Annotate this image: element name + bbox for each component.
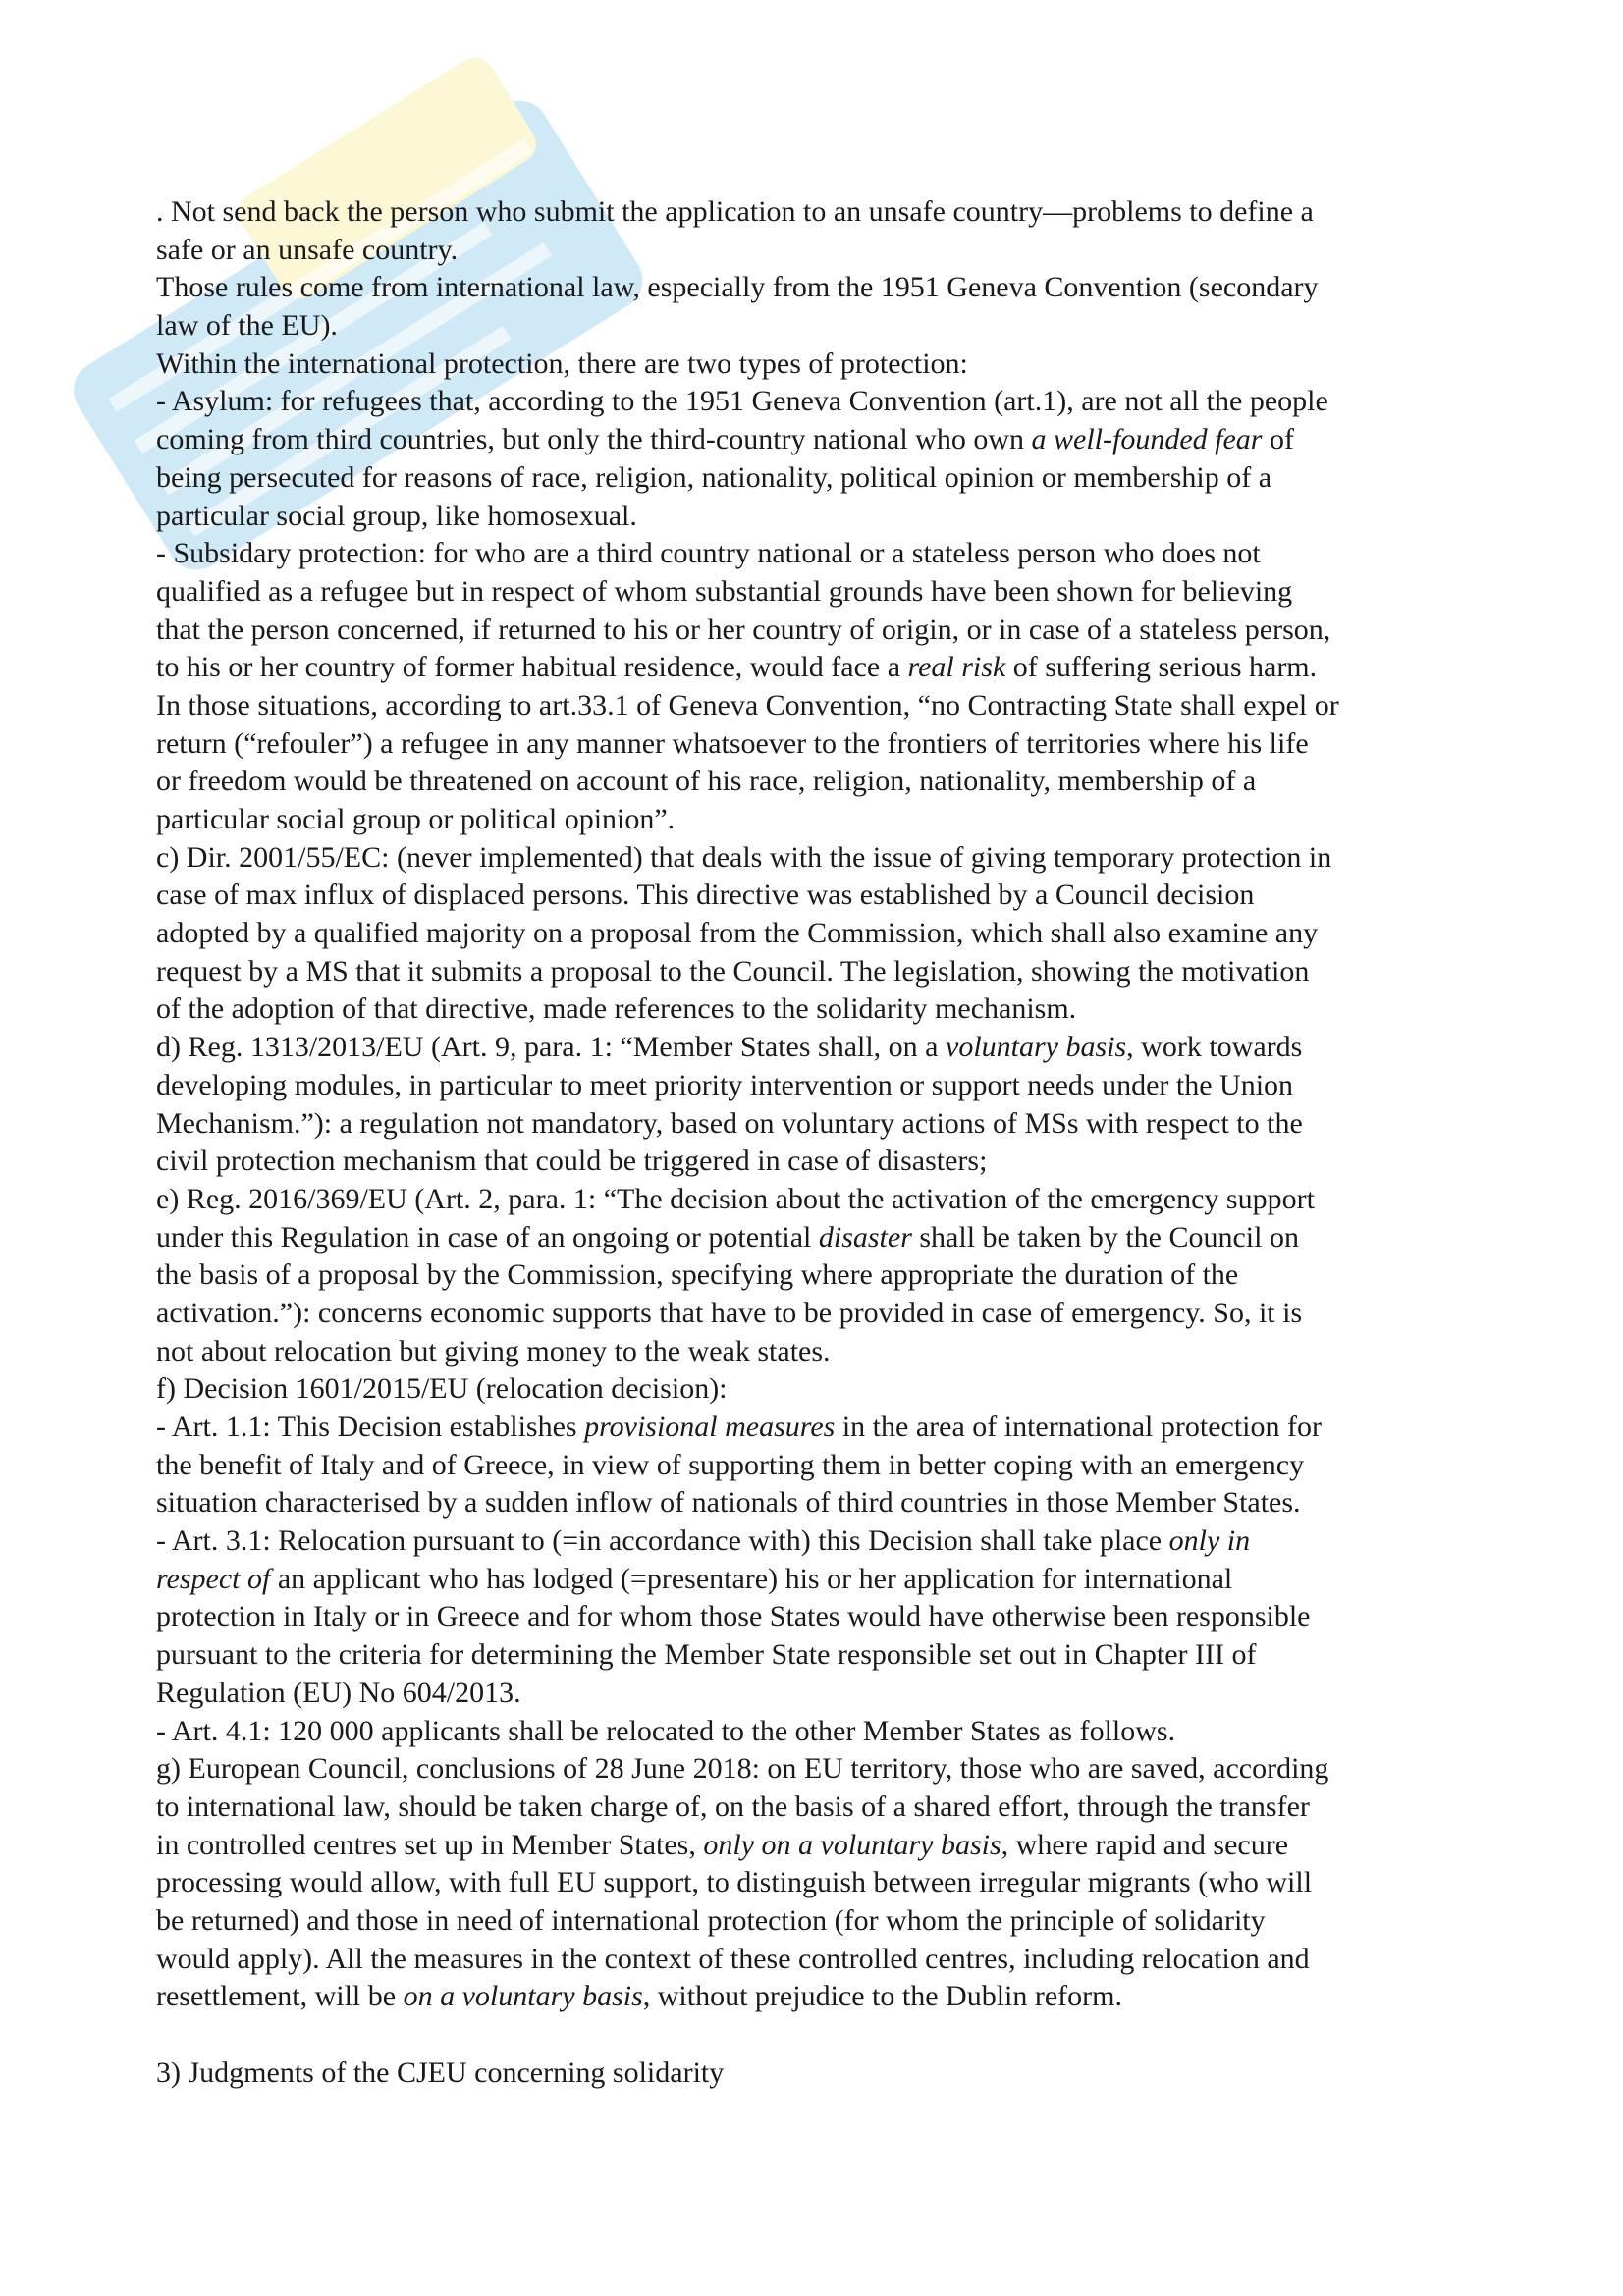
italic-segment: only on a voluntary basis bbox=[703, 1828, 1001, 1861]
text-line: f) Decision 1601/2015/EU (relocation decision): bbox=[156, 1372, 728, 1406]
text-line: return (“refouler”) a refugee in any manner whatsoever to the frontiers of territories where his life bbox=[156, 726, 1309, 760]
blank-line bbox=[156, 2016, 1491, 2055]
text-segment: in the area of international protection for bbox=[835, 1411, 1322, 1443]
text-line: situation characterised by a sudden inflow of nationals of third countries in those Member States. bbox=[156, 1486, 1301, 1520]
text-line: would apply). All the measures in the context of these controlled centres, including relocation and bbox=[156, 1942, 1310, 1975]
text-line: that the person concerned, if returned to his or her country of origin, or in case of a stateless person, bbox=[156, 613, 1331, 646]
text-line: case of max influx of displaced persons. This directive was established by a Council decision bbox=[156, 879, 1255, 912]
text-line: pursuant to the criteria for determining the Member State responsible set out in Chapter III of bbox=[156, 1638, 1257, 1672]
italic-segment: a well-founded fear bbox=[1031, 423, 1263, 456]
text-line bbox=[156, 421, 1491, 459]
text-line: safe or an unsafe country. bbox=[156, 233, 459, 266]
text-segment: shall be taken by the Council on bbox=[911, 1220, 1299, 1254]
text-line: - Subsidary protection: for who are a third country national or a stateless person who does not bbox=[156, 537, 1261, 570]
document-body bbox=[156, 193, 1491, 2092]
text-line: civil protection mechanism that could be triggered in case of disasters; bbox=[156, 1145, 988, 1178]
text-segment: - Art. 1.1: This Decision establishes bbox=[156, 1411, 585, 1443]
text-segment: resettlement, will be bbox=[156, 1980, 404, 2013]
text-line bbox=[156, 1219, 1491, 1257]
text-line bbox=[156, 1409, 1491, 1447]
text-line: the benefit of Italy and of Greece, in view of supporting them in better coping with an emergency bbox=[156, 1448, 1305, 1481]
text-line: - Art. 4.1: 120 000 applicants shall be relocated to the other Member States as follows. bbox=[156, 1714, 1176, 1747]
text-line: e) Reg. 2016/369/EU (Art. 2, para. 1: “The decision about the activation of the emergency support bbox=[156, 1182, 1315, 1215]
text-line: of the adoption of that directive, made references to the solidarity mechanism. bbox=[156, 992, 1077, 1026]
text-line bbox=[156, 1029, 1491, 1067]
text-line: g) European Council, conclusions of 28 June 2018: on EU territory, those who are saved, according bbox=[156, 1752, 1329, 1786]
text-line: Those rules come from international law, especially from the 1951 Geneva Convention (secondary bbox=[156, 271, 1319, 304]
text-segment: d) Reg. 1313/2013/EU (Art. 9, para. 1: “Member States shall, on a bbox=[156, 1031, 946, 1064]
text-segment: of suffering serious harm. bbox=[1005, 651, 1318, 684]
text-line: In those situations, according to art.33.1 of Geneva Convention, “no Contracting State shall expel or bbox=[156, 688, 1339, 721]
text-segment: under this Regulation in case of an ongoing or potential bbox=[156, 1220, 819, 1254]
text-segment: to his or her country of former habitual residence, would face a bbox=[156, 651, 908, 684]
text-line: particular social group, like homosexual. bbox=[156, 499, 637, 532]
text-line: protection in Italy or in Greece and for whom those States would have otherwise been responsible bbox=[156, 1600, 1311, 1633]
text-line: being persecuted for reasons of race, religion, nationality, political opinion or membership of a bbox=[156, 460, 1272, 494]
text-segment: - Art. 3.1: Relocation pursuant to (=in accordance with) this Decision shall take place bbox=[156, 1524, 1169, 1558]
text-line: or freedom would be threatened on account of his race, religion, nationality, membership of a bbox=[156, 765, 1257, 798]
text-line: to international law, should be taken charge of, on the basis of a shared effort, through the transfer bbox=[156, 1789, 1310, 1823]
text-line: particular social group or political opinion”. bbox=[156, 803, 676, 835]
italic-segment: on a voluntary basis bbox=[403, 1980, 643, 2013]
text-line: - Asylum: for refugees that, according to the 1951 Geneva Convention (art.1), are not all the people bbox=[156, 385, 1328, 418]
italic-segment: voluntary basis bbox=[946, 1031, 1127, 1064]
text-line: be returned) and those in need of international protection (for whom the principle of solidarity bbox=[156, 1903, 1266, 1937]
text-line bbox=[156, 1827, 1491, 1865]
text-line: qualified as a refugee but in respect of whom substantial grounds have been shown for believing bbox=[156, 574, 1293, 608]
text-segment: , without prejudice to the Dublin reform. bbox=[642, 1980, 1122, 2013]
italic-segment: respect of bbox=[156, 1562, 271, 1595]
text-line: activation.”): concerns economic supports that have to be provided in case of emergency. So, it is bbox=[156, 1296, 1303, 1329]
text-line: the basis of a proposal by the Commission, specifying where appropriate the duration of the bbox=[156, 1258, 1239, 1292]
text-line: not about relocation but giving money to the weak states. bbox=[156, 1334, 831, 1367]
italic-segment: real risk bbox=[907, 651, 1006, 684]
text-segment: coming from third countries, but only the third-country national who own bbox=[156, 423, 1032, 456]
text-segment: an applicant who has lodged (=presentare) his or her application for international bbox=[270, 1562, 1233, 1595]
text-line bbox=[156, 1522, 1491, 1561]
text-line: adopted by a qualified majority on a proposal from the Commission, which shall also examine any bbox=[156, 917, 1319, 950]
text-segment: , work towards bbox=[1126, 1031, 1303, 1064]
text-segment: in controlled centres set up in Member States, bbox=[156, 1828, 704, 1861]
text-segment: , where rapid and secure bbox=[1001, 1828, 1289, 1861]
text-line: Within the international protection, there are two types of protection: bbox=[156, 347, 968, 380]
text-line: . Not send back the person who submit the application to an unsafe country—problems to define a bbox=[156, 195, 1314, 228]
text-line bbox=[156, 1561, 1491, 1599]
text-line: Mechanism.”): a regulation not mandatory, based on voluntary actions of MSs with respect to the bbox=[156, 1106, 1303, 1140]
text-segment: of bbox=[1262, 423, 1294, 456]
text-line: developing modules, in particular to meet priority intervention or support needs under the Union bbox=[156, 1068, 1294, 1101]
text-line: law of the EU). bbox=[156, 309, 338, 343]
text-line: c) Dir. 2001/55/EC: (never implemented) that deals with the issue of giving temporary protection in bbox=[156, 840, 1332, 874]
italic-segment: provisional measures bbox=[584, 1411, 836, 1443]
text-line bbox=[156, 1978, 1491, 2016]
text-line: Regulation (EU) No 604/2013. bbox=[156, 1676, 521, 1709]
text-line: processing would allow, with full EU support, to distinguish between irregular migrants (who will bbox=[156, 1866, 1313, 1899]
text-line: 3) Judgments of the CJEU concerning solidarity bbox=[156, 2056, 725, 2089]
italic-segment: only in bbox=[1168, 1524, 1251, 1558]
italic-segment: disaster bbox=[818, 1220, 912, 1254]
text-line bbox=[156, 649, 1491, 687]
text-line: request by a MS that it submits a proposal to the Council. The legislation, showing the motivation bbox=[156, 954, 1310, 988]
